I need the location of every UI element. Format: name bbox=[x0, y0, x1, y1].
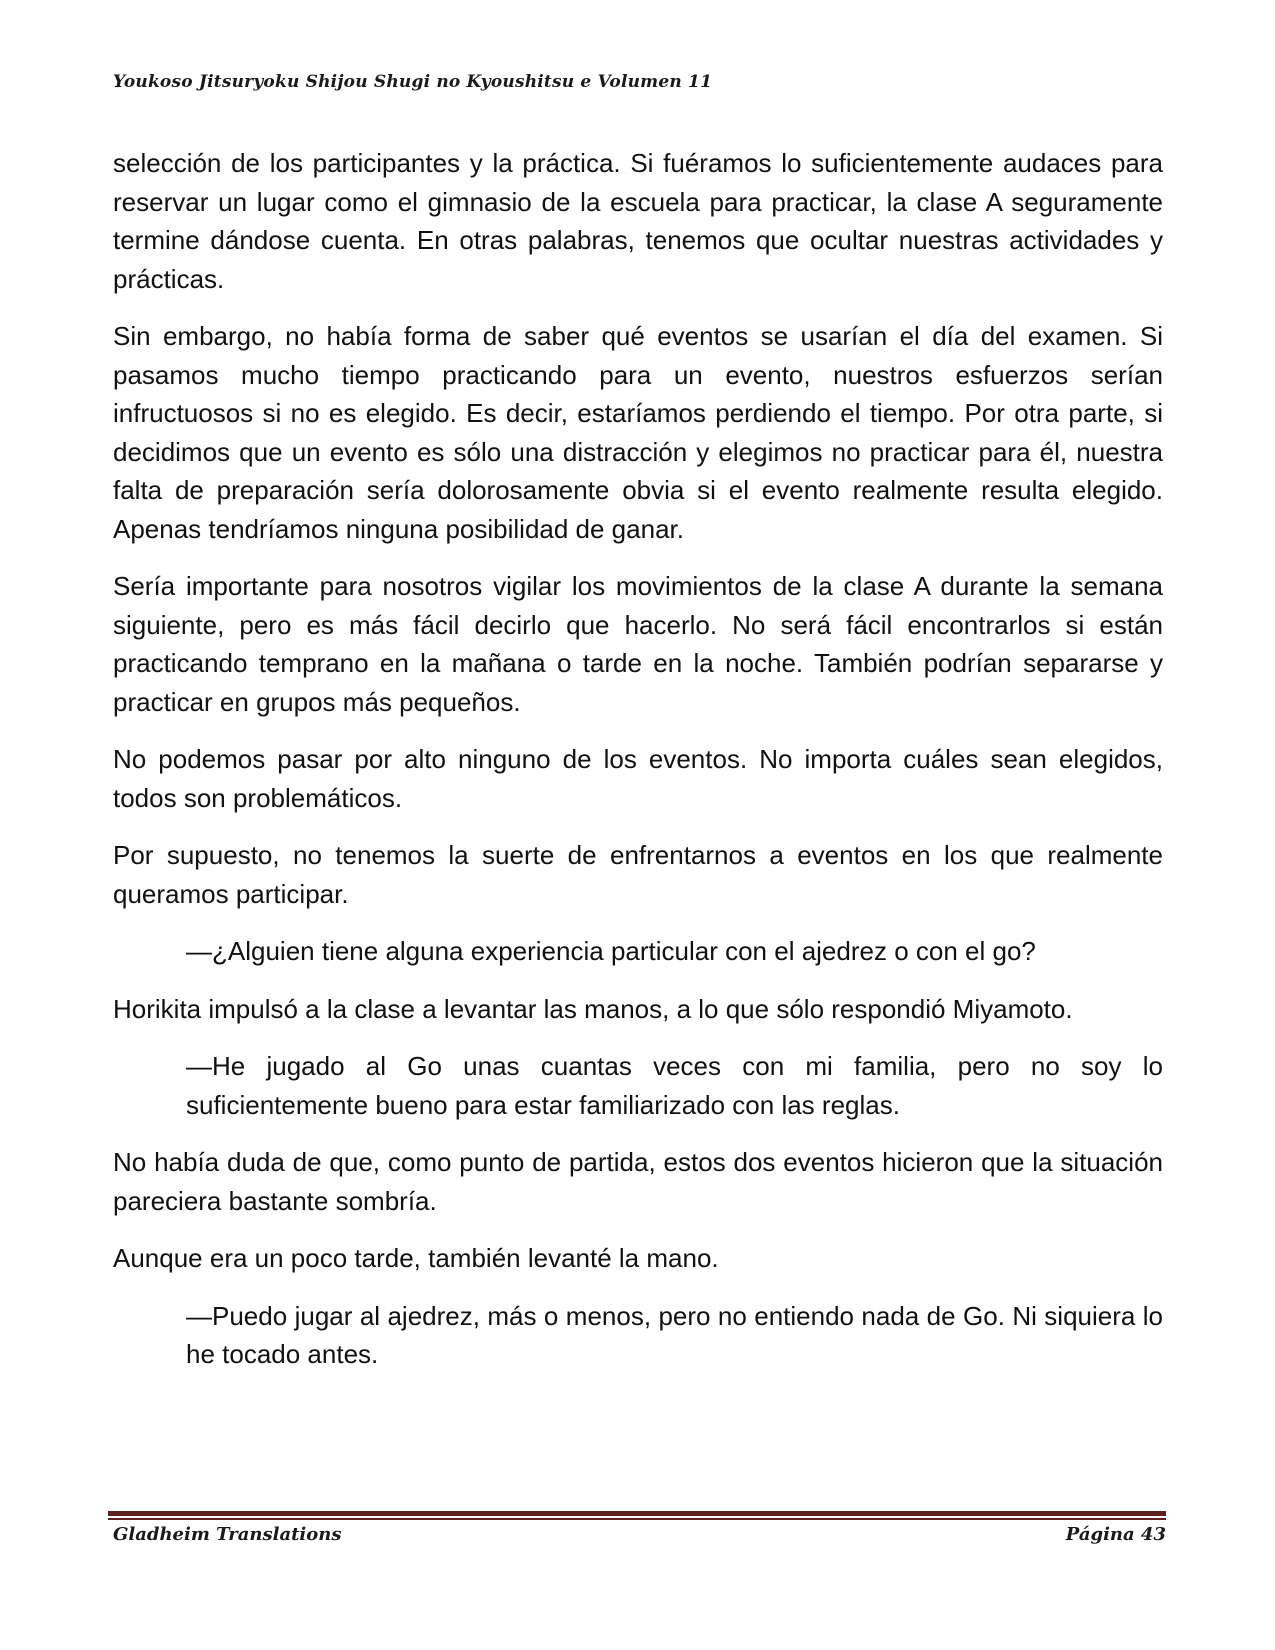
paragraph: selección de los participantes y la práctica. Si fuéramos lo suficientemente audaces para reservar un lugar como el gimnasio de la escuela para practicar, la clase A seguramente termine dándose cuenta. En otras palabras, tenemos que ocultar nuestras actividades y prácticas. bbox=[113, 148, 1163, 294]
running-header: Youkoso Jitsuryoku Shijou Shugi no Kyoushitsu e Volumen 11 bbox=[113, 72, 713, 92]
paragraph: Aunque era un poco tarde, también levanté la mano. bbox=[113, 1243, 719, 1273]
paragraph: Sería importante para nosotros vigilar los movimientos de la clase A durante la semana siguiente, pero es más fácil decirlo que hacerlo. No será fácil encontrarlos si están practicando temprano en la mañana o tarde en la noche. También podrían separarse y practicar en grupos más pequeños. bbox=[113, 571, 1163, 717]
paragraph: Horikita impulsó a la clase a levantar las manos, a lo que sólo respondió Miyamoto. bbox=[113, 993, 1073, 1024]
page-number: Página 43 bbox=[1065, 1524, 1166, 1545]
paragraph: Por supuesto, no tenemos la suerte de enfrentarnos a eventos en los que realmente queramos participar. bbox=[113, 840, 1163, 909]
footer-divider-thick bbox=[108, 1511, 1166, 1516]
body-text bbox=[113, 144, 1163, 1393]
dialogue-line: —¿Alguien tiene alguna experiencia particular con el ajedrez o con el go? bbox=[186, 936, 1036, 966]
paragraph: No podemos pasar por alto ninguno de los eventos. No importa cuáles sean elegidos, todos son problemáticos. bbox=[113, 744, 1163, 813]
dialogue-line: —He jugado al Go unas cuantas veces con mi familia, pero no soy lo suficientemente bueno para estar familiarizado con las reglas. bbox=[186, 1051, 1163, 1120]
footer-divider-thin bbox=[108, 1518, 1166, 1520]
footer-credit: Gladheim Translations bbox=[113, 1524, 342, 1545]
paragraph: Sin embargo, no había forma de saber qué eventos se usarían el día del examen. Si pasamos mucho tiempo practicando para un evento, nuestros esfuerzos serían infructuosos si no es elegido. Es decir, estaríamos perdiendo el tiempo. Por otra parte, si decidimos que un evento es sólo una distracción y elegimos no practicar para él, nuestra falta de preparación sería dolorosamente obvia si el evento realmente resulta elegido. Apenas tendríamos ninguna posibilidad de ganar. bbox=[113, 321, 1163, 544]
dialogue-line: —Puedo jugar al ajedrez, más o menos, pero no entiendo nada de Go. Ni siquiera lo he tocado antes. bbox=[186, 1300, 1163, 1369]
paragraph: No había duda de que, como punto de partida, estos dos eventos hicieron que la situación pareciera bastante sombría. bbox=[113, 1147, 1163, 1216]
footer-divider bbox=[108, 1511, 1166, 1520]
